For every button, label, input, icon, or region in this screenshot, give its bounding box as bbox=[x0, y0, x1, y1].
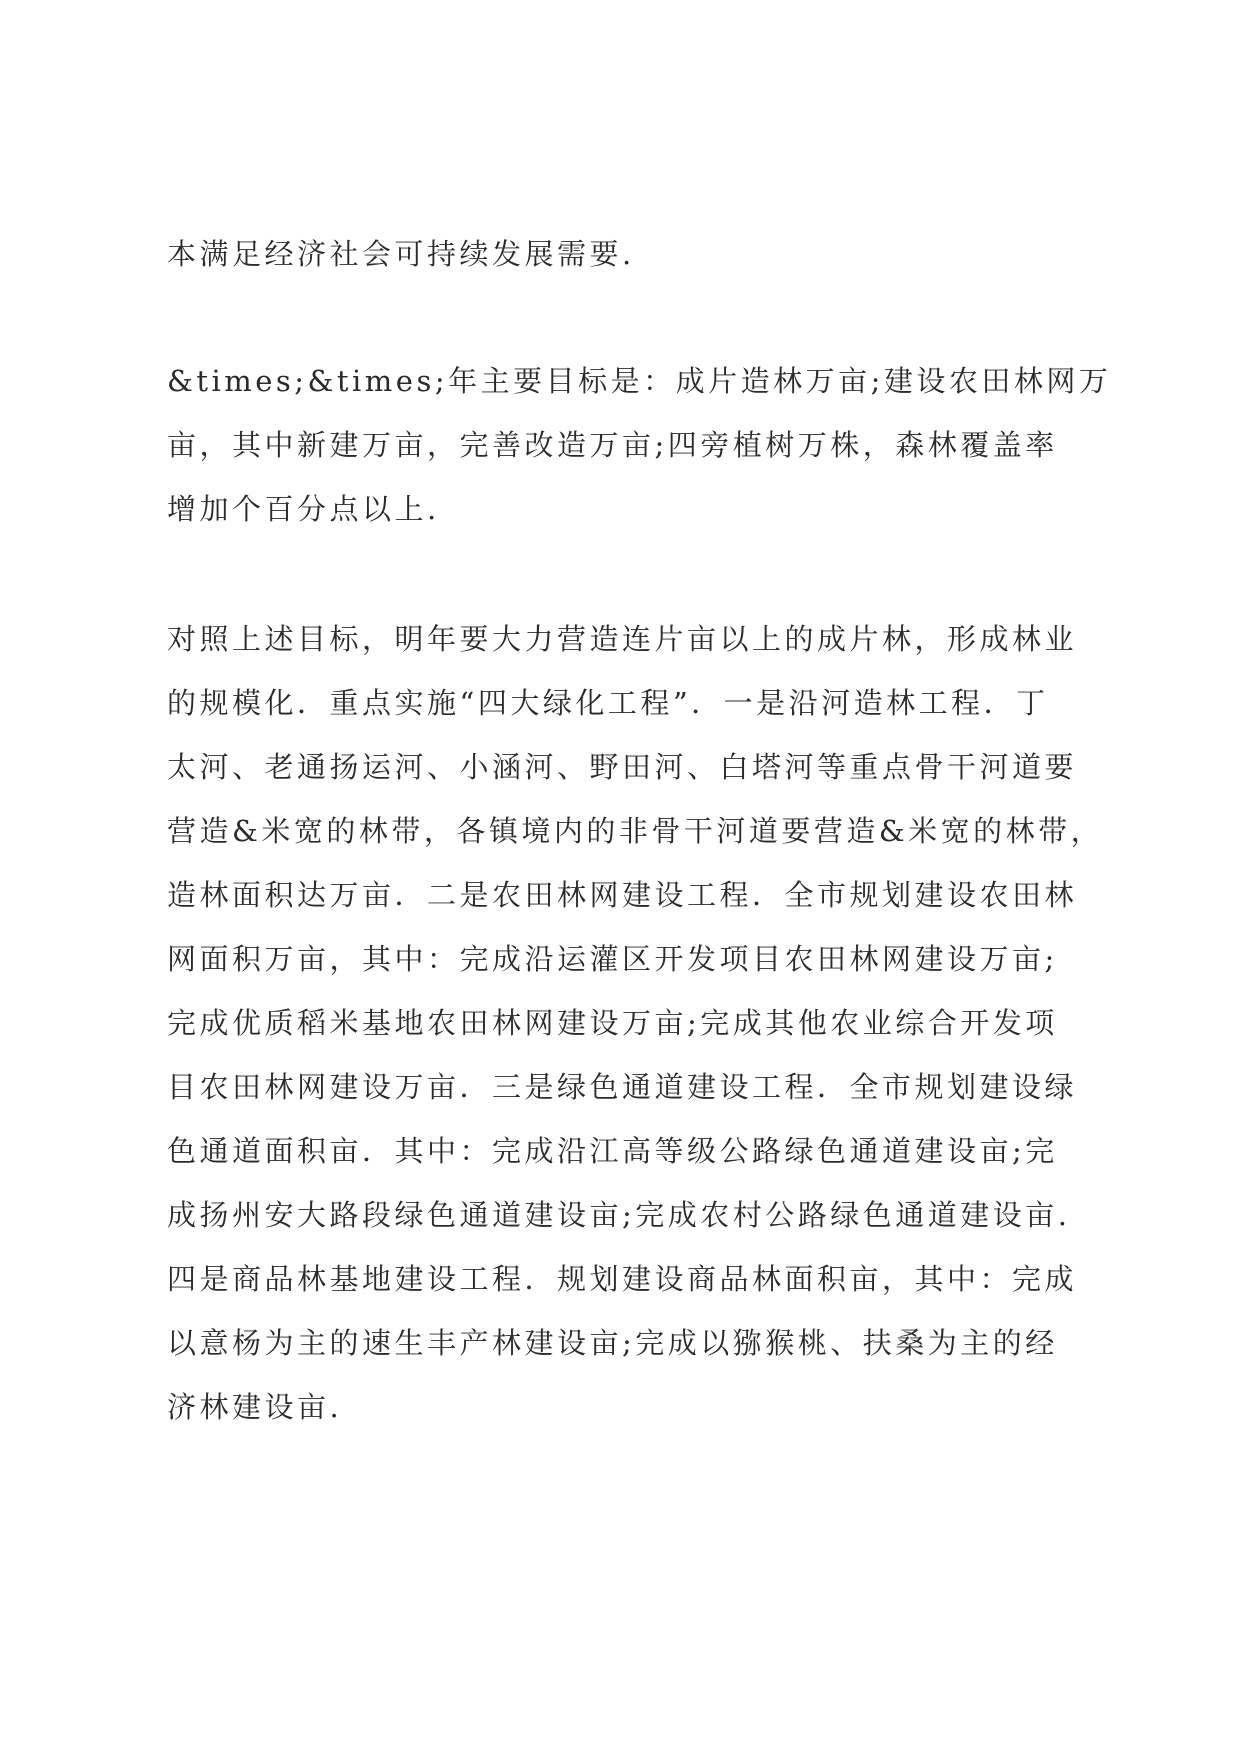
text-line: 济林建设亩. bbox=[167, 1390, 343, 1424]
paragraph-3 bbox=[167, 607, 1104, 1439]
text-line: 成扬州安大路段绿色通道建设亩;完成农村公路绿色通道建设亩. bbox=[167, 1198, 1071, 1232]
paragraph-2 bbox=[167, 349, 1112, 541]
text-line: 网面积万亩，其中：完成沿运灌区开发项目农田林网建设万亩; bbox=[167, 942, 1058, 976]
text-line: 以意杨为主的速生丰产林建设亩;完成以猕猴桃、扶桑为主的经 bbox=[167, 1326, 1058, 1360]
text-line: &times;&times;年主要目标是：成片造林万亩;建设农田林网万 bbox=[167, 364, 1112, 398]
text-line: 四是商品林基地建设工程．规划建设商品林面积亩，其中：完成 bbox=[167, 1262, 1078, 1296]
text-line: 完成优质稻米基地农田林网建设万亩;完成其他农业综合开发项 bbox=[167, 1006, 1058, 1040]
text-line: 太河、老通扬运河、小涵河、野田河、白塔河等重点骨干河道要 bbox=[167, 750, 1078, 784]
text-line: 本满足经济社会可持续发展需要. bbox=[167, 237, 635, 271]
text-line: 增加个百分点以上. bbox=[167, 492, 440, 526]
text-line: 对照上述目标，明年要大力营造连片亩以上的成片林，形成林业 bbox=[167, 622, 1078, 656]
text-line: 营造&米宽的林带，各镇境内的非骨干河道要营造&米宽的林带， bbox=[167, 814, 1104, 848]
text-line: 目农田林网建设万亩．三是绿色通道建设工程．全市规划建设绿 bbox=[167, 1070, 1078, 1104]
text-line: 的规模化．重点实施“四大绿化工程”．一是沿河造林工程．丁 bbox=[167, 686, 1049, 720]
text-line: 色通道面积亩．其中：完成沿江高等级公路绿色通道建设亩;完 bbox=[167, 1134, 1058, 1168]
paragraph-1 bbox=[167, 222, 1097, 286]
text-line: 亩，其中新建万亩，完善改造万亩;四旁植树万株，森林覆盖率 bbox=[167, 428, 1058, 462]
text-line: 造林面积达万亩．二是农田林网建设工程．全市规划建设农田林 bbox=[167, 878, 1078, 912]
